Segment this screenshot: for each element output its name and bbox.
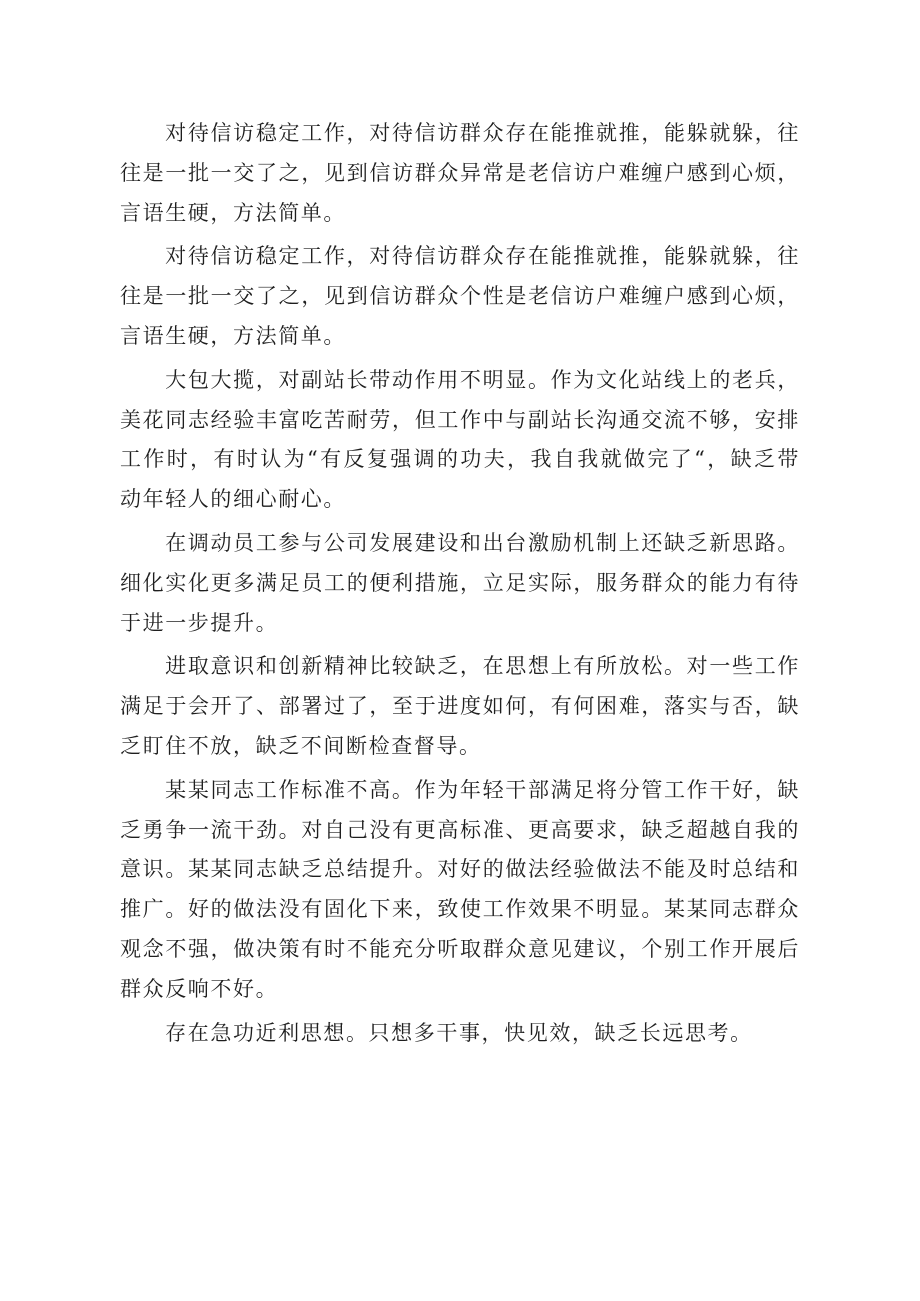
paragraph-3: 大包大揽，对副站长带动作用不明显。作为文化站线上的老兵，美花同志经验丰富吃苦耐劳，但工作中与副站长沟通交流不够，安排工作时，有时认为“有反复强调的功夫，我自我就做完了“，缺乏带动年轻人的细心耐心。 <box>120 367 800 512</box>
paragraph-7: 存在急功近利思想。只想多干事，快见效，缺乏长远思考。 <box>165 1020 753 1045</box>
paragraph-4: 在调动员工参与公司发展建设和出台激励机制上还缺乏新思路。细化实化更多满足员工的便利措施，立足实际，服务群众的能力有待于进一步提升。 <box>120 530 800 635</box>
paragraph-6: 某某同志工作标准不高。作为年轻干部满足将分管工作干好，缺乏勇争一流干劲。对自己没有更高标准、更高要求，缺乏超越自我的意识。某某同志缺乏总结提升。对好的做法经验做法不能及时总结和推广。好的做法没有固化下来，致使工作效果不明显。某某同志群众观念不强，做决策有时不能充分听取群众意见建议，个别工作开展后群众反响不好。 <box>120 777 800 1001</box>
paragraph-5: 进取意识和创新精神比较缺乏，在思想上有所放松。对一些工作满足于会开了、部署过了，至于进度如何，有何困难，落实与否，缺乏盯住不放，缺乏不间断检查督导。 <box>120 654 800 758</box>
paragraph-1: 对待信访稳定工作，对待信访群众存在能推就推，能躲就躲，往往是一批一交了之，见到信访群众异常是老信访户难缠户感到心烦，言语生硬，方法简单。 <box>120 121 800 225</box>
paragraph-2: 对待信访稳定工作，对待信访群众存在能推就推，能躲就躲，往往是一批一交了之，见到信访群众个性是老信访户难缠户感到心烦，言语生硬，方法简单。 <box>120 244 800 348</box>
document-body <box>120 114 800 1053</box>
